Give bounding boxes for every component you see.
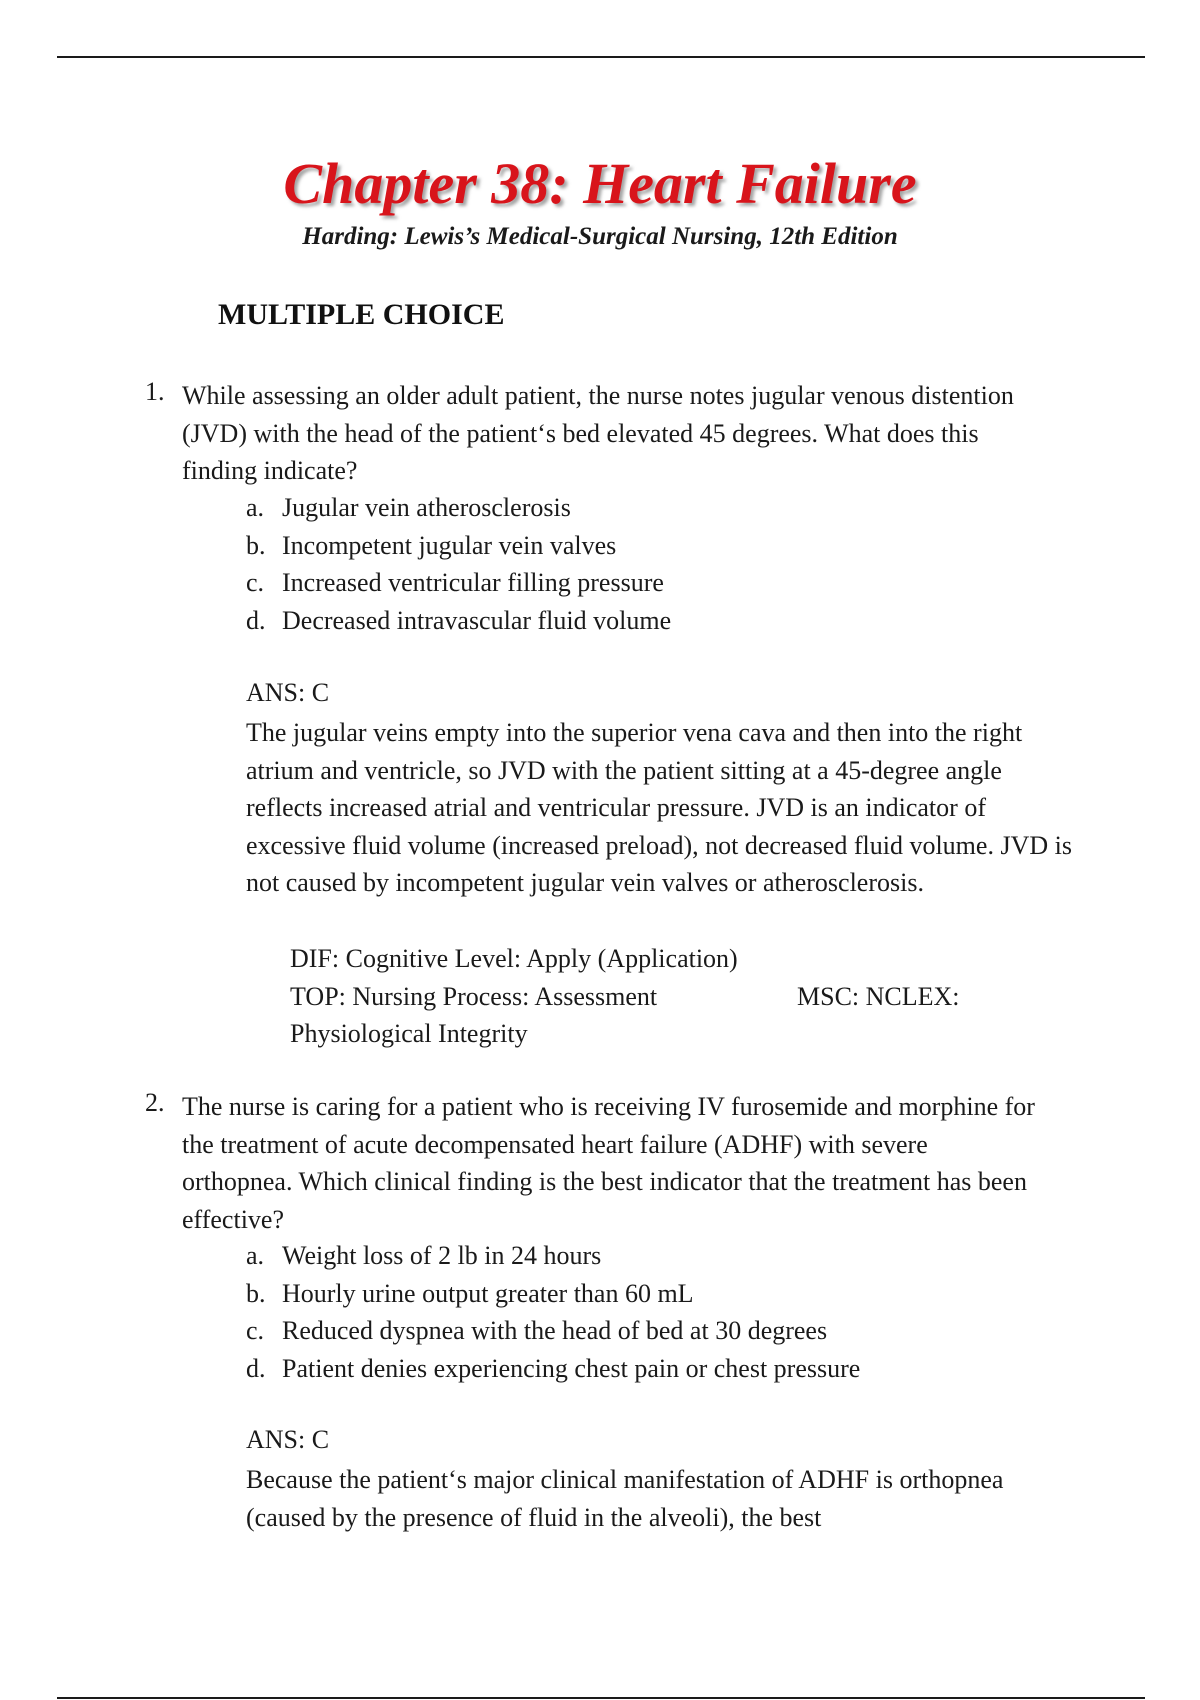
top-rule [57, 56, 1145, 58]
book-subtitle: Harding: Lewis’s Medical-Surgical Nursing, 12th Edition [302, 223, 898, 250]
question-stem: While assessing an older adult patient, the nurse notes jugular venous distention (JVD) with the head of the patient‘s bed elevated 45 degrees. What does this finding indicate? [182, 381, 1014, 485]
question-number: 2. [145, 1088, 165, 1117]
question-stem: The nurse is caring for a patient who is receiving IV furosemide and morphine for the treatment of acute decompensated heart failure (ADHF) with severe orthopnea. Which clinical finding is the best indicator that the treatment has been effective? [182, 1092, 1035, 1234]
option-d: d. Patient denies experiencing chest pain or chest pressure [246, 1353, 861, 1383]
question-number: 1. [145, 377, 165, 406]
answer-options [246, 1237, 1146, 1387]
bottom-rule [57, 1697, 1145, 1699]
option-a: a. Jugular vein atherosclerosis [246, 493, 571, 522]
option-b: b. Incompetent jugular vein valves [246, 530, 617, 560]
answer-options [246, 489, 1146, 639]
option-c: c. Reduced dyspnea with the head of bed at 30 degrees [246, 1316, 828, 1345]
option-a: a. Weight loss of 2 lb in 24 hours [246, 1241, 602, 1270]
rationale: Because the patient‘s major clinical manifestation of ADHF is orthopnea (caused by the presence of fluid in the alveoli), the best [246, 1465, 1004, 1532]
option-b: b. Hourly urine output greater than 60 mL [246, 1278, 694, 1308]
msc: MSC: NCLEX: [797, 981, 960, 1011]
chapter-title: Chapter 38: Heart Failure [283, 151, 917, 216]
difficulty: DIF: Cognitive Level: Apply (Application) [290, 944, 738, 973]
topic: TOP: Nursing Process: Assessment [290, 981, 658, 1011]
option-c: c. Increased ventricular filling pressure [246, 568, 664, 597]
section-heading: MULTIPLE CHOICE [218, 298, 505, 331]
option-d: d. Decreased intravascular fluid volume [246, 605, 672, 635]
question-metadata [290, 940, 1010, 1053]
msc-continued: Physiological Integrity [290, 1019, 528, 1048]
answer-key: ANS: C [246, 678, 330, 707]
rationale: The jugular veins empty into the superior vena cava and then into the right atrium and ventricle, so JVD with the patient sitting at a 45-degree angle reflects increased atrial and ventricular pressure. JVD is an indicator of excessive fluid volume (increased preload), not decreased fluid volume. JVD is not caused by incompetent jugular vein valves or atherosclerosis. [246, 718, 1072, 897]
answer-key: ANS: C [246, 1425, 330, 1454]
